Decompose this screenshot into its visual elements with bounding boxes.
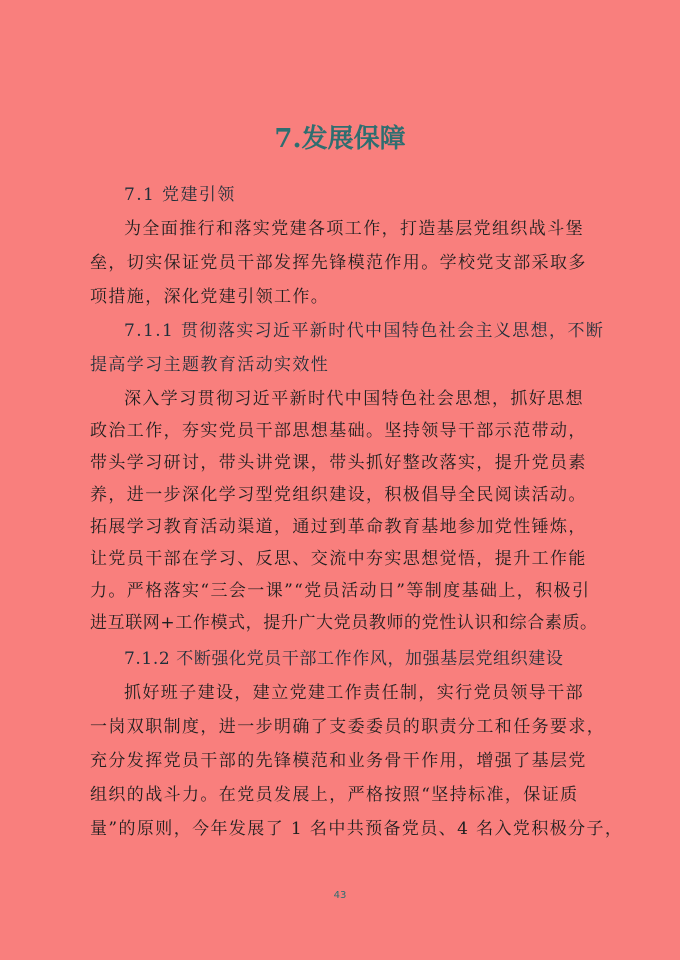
section-heading-7-1-1-cont: 提高学习主题教育活动实效性	[90, 355, 330, 375]
paragraph-line: 进互联网+工作模式，提升广大党员教师的党性认识和综合素质。	[90, 613, 598, 633]
paragraph-line: 为全面推行和落实党建各项工作，打造基层党组织战斗堡	[124, 219, 584, 239]
section-heading-7-1-1: 7.1.1 贯彻落实习近平新时代中国特色社会主义思想，不断	[124, 321, 605, 341]
chapter-title: 7.发展保障	[274, 124, 406, 154]
paragraph-line: 力。严格落实“三会一课”“党员活动日”等制度基础上，积极引	[90, 581, 591, 601]
paragraph-line: 充分发挥党员干部的先锋模范和业务骨干作用，增强了基层党	[90, 751, 587, 771]
paragraph-line: 量”的原则，今年发展了 1 名中共预备党员、4 名入党积极分子，	[90, 819, 624, 839]
page-number: 43	[333, 890, 347, 901]
paragraph-line: 带头学习研讨，带头讲党课，带头抓好整改落实，提升党员素	[90, 453, 587, 473]
paragraph-line: 组织的战斗力。在党员发展上，严格按照“坚持标准，保证质	[90, 785, 579, 805]
paragraph-line: 项措施，深化党建引领工作。	[90, 287, 330, 307]
paragraph-line: 垒，切实保证党员干部发挥先锋模范作用。学校党支部采取多	[90, 253, 587, 273]
paragraph-line: 深入学习贯彻习近平新时代中国特色社会思想，抓好思想	[124, 389, 584, 409]
paragraph-line: 拓展学习教育活动渠道，通过到革命教育基地参加党性锤炼，	[90, 517, 587, 537]
paragraph-line: 抓好班子建设，建立党建工作责任制，实行党员领导干部	[124, 683, 584, 703]
section-heading-7-1-2: 7.1.2 不断强化党员干部工作作风，加强基层党组织建设	[124, 649, 564, 669]
paragraph-line: 政治工作，夯实党员干部思想基础。坚持领导干部示范带动，	[90, 421, 587, 441]
paragraph-line: 让党员干部在学习、反思、交流中夯实思想觉悟，提升工作能	[90, 549, 587, 569]
section-heading-7-1: 7.1 党建引领	[124, 185, 236, 205]
paragraph-line: 一岗双职制度，进一步明确了支委委员的职责分工和任务要求，	[90, 717, 606, 737]
paragraph-line: 养，进一步深化学习型党组织建设，积极倡导全民阅读活动。	[90, 485, 587, 505]
